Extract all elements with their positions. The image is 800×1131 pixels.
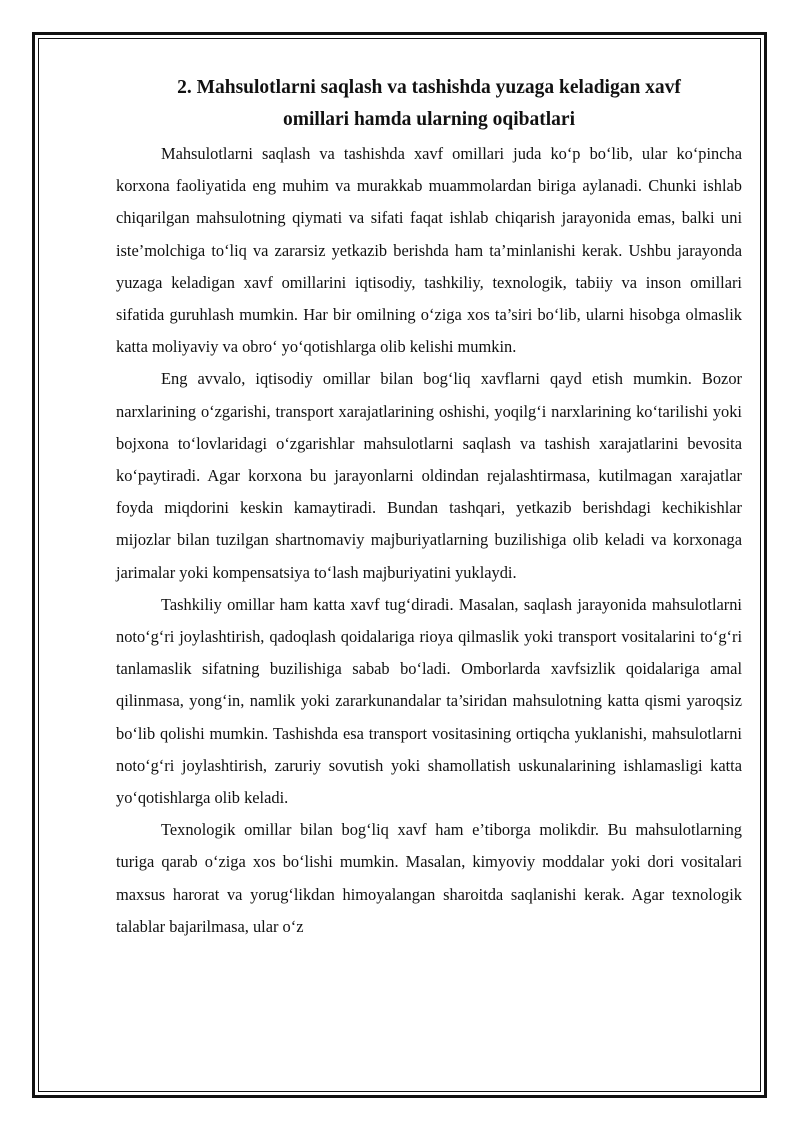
section-title-line-1: 2. Mahsulotlarni saqlash va tashishda yuzaga keladigan xavf	[177, 77, 681, 98]
section-title-line-2: omillari hamda ularning oqibatlari	[283, 109, 575, 130]
paragraph-3: Tashkiliy omillar ham katta xavf tug‘diradi. Masalan, saqlash jarayonida mahsulotlarni noto‘g‘ri joylashtirish, qadoqlash qoidalariga rioya qilmaslik yoki transport vositalarini to‘g‘ri tanlamaslik sifatning buzilishiga sabab bo‘ladi. Omborlarda xavfsizlik qoidalariga amal qilinmasa, yong‘in, namlik yoki zararkunandalar ta’siridan mahsulotning katta qismi yaroqsiz bo‘lib qolishi mumkin. Tashishda esa transport vositasining ortiqcha yuklanishi, mahsulotlarni noto‘g‘ri joylashtirish, zaruriy sovutish yoki shamollatish uskunalarining ishlamasligi katta yo‘qotishlarga olib keladi.	[116, 594, 742, 808]
paragraph-4: Texnologik omillar bilan bog‘liq xavf ham e’tiborga molikdir. Bu mahsulotlarning turiga qarab o‘ziga xos bo‘lishi mumkin. Masalan, kimyoviy moddalar yoki dori vositalari maxsus harorat va yorug‘likdan himoyalangan sharoitda saqlanishi kerak. Agar texnologik talablar bajarilmasa, ular o‘z	[116, 820, 742, 936]
paragraph-1: Mahsulotlarni saqlash va tashishda xavf omillari juda ko‘p bo‘lib, ular ko‘pincha korxona faoliyatida eng muhim va murakkab muammolardan biriga aylanadi. Chunki ishlab chiqarilgan mahsulotning qiymati va sifati faqat ishlab chiqarish jarayonida emas, balki uni iste’molchiga to‘liq va zararsiz yetkazib berishda ham ta’minlanishi kerak. Ushbu jarayonda yuzaga keladigan xavf omillarini iqtisodiy, tashkiliy, texnologik, tabiiy va inson omillari sifatida guruhlash mumkin. Har bir omilning o‘ziga xos ta’siri bo‘lib, ularni hisobga olmaslik katta moliyaviy va obro‘ yo‘qotishlarga olib kelishi mumkin.	[116, 144, 742, 357]
document-body	[116, 72, 742, 943]
section-title	[116, 72, 742, 136]
paragraph-2: Eng avvalo, iqtisodiy omillar bilan bog‘liq xavflarni qayd etish mumkin. Bozor narxlarining o‘zgarishi, transport xarajatlarining oshishi, yoqilg‘i narxlarining ko‘tarilishi yoki bojxona to‘lovlaridagi o‘zgarishlar mahsulotlarni saqlash va tashish xarajatlarini bevosita ko‘paytiradi. Agar korxona bu jarayonlarni oldindan rejalashtirmasa, kutilmagan xarajatlar foyda miqdorini keskin kamaytiradi. Bundan tashqari, yetkazib berishdagi kechikishlar mijozlar bilan tuzilgan shartnomaviy majburiyatlarning buzilishiga olib keladi va korxonaga jarimalar yoki kompensatsiya to‘lash majburiyatini yuklaydi.	[116, 369, 742, 582]
